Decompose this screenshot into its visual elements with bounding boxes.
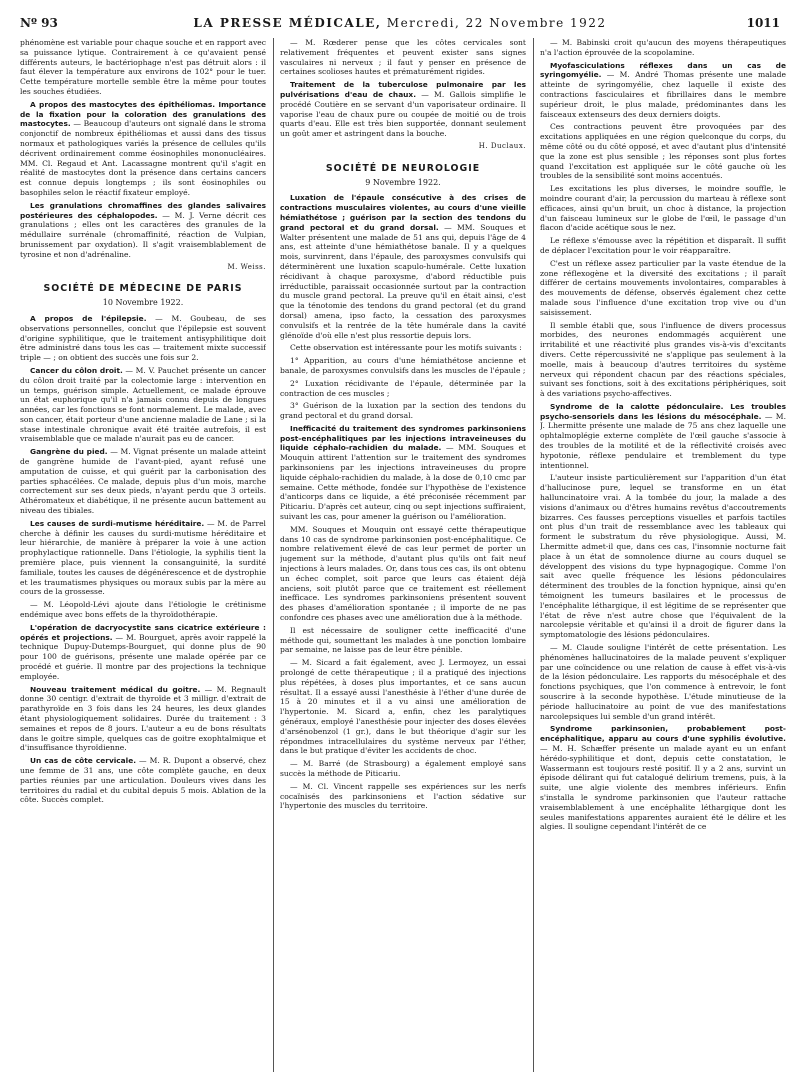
paragraph	[540, 61, 786, 120]
paragraph	[20, 201, 266, 260]
article-body: — MM. Souques et Mouquin attirent l'attention sur le traitement des syndromes parkinsoniens par les injections intraveineuses du propre liquide céphalo-rachidien du malade, à la dose de 0,10 cmc par semaine. Cette méthode, fondée sur l'hypothèse de l'existence d'anticorps dans ce liquide, a été préconisée récemment par Piticariu. D'après cet auteur, cinq ou sept injections suffiraient, suivant les cas, pour amener la guérison ou l'amélioration.	[280, 443, 526, 522]
section-date: 9 Novembre 1922.	[365, 177, 441, 187]
article-body: — Beaucoup d'auteurs ont signalé dans le stroma conjonctif de nombreux épithéliomas et aussi dans des tissus normaux et pathologiques variés la présence de cellules qu'ils décrivent ordinairement comme éosinophiles mononucléaires. MM. Cl. Regaud et Ant. Lacassagne montrent qu'il s'agit en réalité de mastocytes dont la présence dans certains cancers est connue depuis longtemps ; ils sont éosinophiles ou basophiles selon le réactif fixateur employé.	[20, 119, 266, 197]
paragraph: 1° Apparition, au cours d'une hémiathétose ancienne et banale, de paroxysmes convulsifs dans les muscles de l'épaule ;	[280, 356, 526, 375]
signature: H. Duclaux.	[478, 141, 526, 150]
paragraph	[20, 314, 266, 363]
paragraph: — M. Cl. Vincent rappelle ses expériences sur les nerfs cocaïnisés des parkinsoniens et l'action sédative sur l'hypertonie des muscles du territoire.	[280, 781, 526, 811]
journal-name: LA PRESSE MÉDICALE,	[193, 16, 382, 30]
article-body: — M. Regnault donne 30 centigr. d'extrait de thyroïde et 3 milligr. d'extrait de parathyroïde en 3 fois dans les 24 heures, les deux glandes étant physiologiquement solidaires. Durée du traitement : 3 semaines et repos de 8 jours. L'auteur a eu de bons résultats dans le goitre simple, quelques cas de goitre exophtalmique et d'insuffisance thyroïdienne.	[20, 684, 266, 753]
paragraph	[20, 100, 266, 198]
article-title: Myofasciculations réflexes dans un cas de syringomyélie.	[540, 60, 786, 80]
article-title: Inefficacité du traitement des syndromes parkinsoniens post-encéphalitiques par les injections intraveineuses du liquide céphalo-rachidien du malade.	[280, 423, 526, 453]
paragraph: — M. Barré (de Strasbourg) a également employé sans succès la méthode de Piticariu.	[280, 759, 526, 778]
article-body: — M. Vignat présente un malade atteint de gangrène humide de l'avant-pied, ayant refusé une amputation de cuisse, et qui guérit par la carbonisation des parties sphacélées. Ce malade, depuis plus d'un mois, marche correctement sur ses deux pieds, n'ayant perdu que 3 orteils. Athéromateux et diabétique, il ne présente aucun battement au niveau des tibiales.	[20, 447, 266, 516]
article-title: Cancer du côlon droit.	[30, 365, 123, 375]
column-divider	[533, 38, 534, 1072]
article-body: — M. Gallois simplifie le procédé Coutière en se servant d'un vaporisateur ordinaire. Il vaporise l'eau de chaux pure ou coupée de moitié ou de trois quarts d'eau. Elle est très bien supportée, donnant seulement un goût amer et astringent dans la bouche.	[280, 89, 526, 139]
issue-date: Mercredi, 22 Novembre 1922	[386, 16, 607, 30]
column-3	[540, 38, 786, 1074]
paragraph	[20, 447, 266, 516]
page-number: 1011	[746, 16, 780, 30]
paragraph: — M. Léopold-Lévi ajoute dans l'étiologie le crétinisme endémique avec bons effets de la thyroïdothérapie.	[20, 600, 266, 620]
page-header	[20, 12, 780, 34]
paragraph: — M. Claude souligne l'intérêt de cette présentation. Les phénomènes hallucinatoires de la malade peuvent s'expliquer par une coïncidence ou une relation de cause à effet vis-à-vis de la lésion pédonculaire. Les rapports du mésocéphale et des fonctions psychiques, que l'on commence à entrevoir, le font souscrire à la seconde hypothèse. L'étude minutieuse de la période hallucinatoire au point de vue des manifestations narcolepsiques lui semble d'un grand intérêt.	[540, 643, 786, 721]
paragraph: 3° Guérison de la luxation par la section des tendons du grand pectoral et du grand dorsal.	[280, 401, 526, 421]
issue-number: Nº 93	[20, 16, 58, 30]
paragraph: Ces contractions peuvent être provoquées par des excitations appliquées en une région quelconque du corps, du même côté ou du côté opposé, et avec d'autant plus d'intensité que la zone est plus sensible ; les réponses sont plus fortes quand l'excitation est appliquée sur le côté gauche où les troubles de la sensibilité sont moins accentués.	[540, 122, 786, 181]
article-body: — MM. Souques et Walter présentent une malade de 51 ans qui, depuis l'âge de 4 ans, est atteinte d'une hémiathétose banale. Il y a quelques mois, survinrent, dans l'épaule, des paroxysmes convulsifs qui déterminèrent une luxation scapulo-humérale. Cette luxation récidivant à chaque paroxysme, d'abord réductible puis irréductible, paraissait occasionnée surtout par la contraction du muscle grand pectoral. La preuve qu'il en était ainsi, c'est que la ténotomie des tendons du grand pectoral (et du grand dorsal) amena, ipso facto, la cessation des paroxysmes convulsifs et la rentrée de la tête humérale dans la cavité glénoïde d'où elle n'est plus ressortie depuis lors.	[280, 222, 526, 340]
paragraph: — M. Rœderer pense que les côtes cervicales sont relativement fréquentes et peuvent exister sans signes vasculaires ni nerveux ; il faut y penser en présence de certaines scolioses hautes et prématurément rigides.	[280, 38, 526, 77]
signature: M. Weiss.	[227, 262, 266, 271]
paragraph	[20, 519, 266, 597]
article-body: — M. Bourguet, après avoir rappelé la technique Dupuy-Dutemps-Bourguet, qui donne plus de 90 pour 100 de guérisons, présente une malade opérée par ce procédé et guérie. Il montre par des projections la technique employée.	[20, 632, 266, 681]
section-heading: SOCIÉTÉ DE MÉDECINE DE PARIS	[43, 283, 243, 295]
article-title: Syndrome de la calotte pédonculaire. Les troubles psycho-sensoriels dans les lésions du mésocéphale.	[540, 401, 786, 421]
paragraph	[20, 366, 266, 444]
paragraph: C'est un réflexe assez particulier par la vaste étendue de la zone réflexogène et la diversité des excitations ; il paraît différer de certains mouvements involontaires, comparables à des mouvements de défense, observés également chez cette malade sous l'influence d'une excitation trop vive ou d'un saisissement.	[540, 258, 786, 317]
paragraph: L'auteur insiste particulièrement sur l'apparition d'un état d'hallucinose pure, lequel se transforme en un état halluncinatoire vrai. A la tombée du jour, la malade a des visions d'animaux ou d'êtres humains revêtus d'accoutrements bizarres. Ces fausses perceptions visuelles et parfois tactiles ont plus d'un trait de ressemblance avec les tableaux qui forment le substratum du rêve physiologique. Aussi, M. Lhermitte admet-il que, dans ces cas, l'insomnie nocturne fait place à un état de somnolence diurne au cours duquel se développent des visions du type hypnagogique. Comme l'on sait avec quelle fréquence les lésions pédonculaires déterminent des troubles de la fonction hypnique, ainsi qu'en témoignent les tumeurs basilaires et le processus de l'encéphalite léthargique, il est légitime de se représenter que l'état de rêve n'est autre chose que l'équivalent de la narcolepsie véritable et qu'ainsi il a droit de figurer dans la symptomatologie des lésions pédonculaires.	[540, 473, 786, 640]
paragraph	[20, 623, 266, 682]
article-title: A propos des mastocytes des épithéliomas. Importance de la fixation pour la coloration des granulations des mastocytes.	[20, 99, 266, 129]
article-body: — M. H. Schæffer présente un malade ayant eu un enfant hérédo-syphilitique et dont, depuis cette constatation, le Wassermann est toujours resté positif. Il y a 2 ans, survint un épisode délirant qui fut catalogué delirium tremens, puis, à la suite, une algie violente des membres inférieurs. Enfin s'installa le syndrome parkinsonien que l'auteur rattache vraisemblablement à une encéphalite léthargique dont les seules manifestations apparentes auraient été le délire et les algies. Il souligne cependant l'intérêt de ce	[540, 743, 786, 832]
paragraph	[20, 685, 266, 754]
article-title: Traitement de la tuberculose pulmonaire par les pulvérisations d'eau de chaux.	[280, 80, 526, 99]
paragraph	[280, 80, 526, 139]
paragraph: Le réflexe s'émousse avec la répétition et disparaît. Il suffit de déplacer l'excitation pour le voir réapparaître.	[540, 236, 786, 255]
paragraph: Cette observation est intéressante pour les motifs suivants :	[290, 343, 522, 353]
paragraph: — M. Babinski croit qu'aucun des moyens thérapeutiques n'a l'action éprouvée de la scopolamine.	[540, 38, 786, 57]
article-body: — M. V. Pauchet présente un cancer du côlon droit traité par la colectomie large : intervention en un temps, guérison simple. Actuellement, ce malade éprouve un état euphorique qu'il n'a jamais connu depuis de longues années, car les fonctions se font normalement. Le malade, avec son cancer, était porteur d'une ancienne maladie de Lane ; si la stase intestinale chronique avait été traitée autrefois, il est vraisemblable que ce malade n'aurait pas eu de cancer.	[20, 365, 266, 444]
article-body: — M. de Parrel cherche à définir les causes du surdi-mutisme héréditaire et leur hiérarchie, de manière à préparer la voie à une action prophylactique rationnelle. Dans l'étiologie, la syphilis tient la première place, puis viennent la consanguinité, la surdité familiale, toutes les causes de dégénérescence et de dystrophie et les traumatismes physiques ou moraux subis par la mère au cours de la grossesse.	[20, 518, 266, 597]
article-title: Luxation de l'épaule consécutive à des crises de contractions musculaires violentes, au cours d'une vieille hémiathétose ; guérison par la section des tendons du grand pectoral et du grand dorsal.	[280, 193, 526, 232]
section-date: 10 Novembre 1922.	[102, 298, 184, 308]
article-body: — M. J. Verne décrit ces granulations ; elles ont les caractères des granules de la médullaire surrénale (chromaffinité, réaction de Vulpian, brunissement par oxydation). Il s'agit vraisemblablement de tyrosine et non d'adrénaline.	[20, 210, 266, 259]
paragraph	[20, 756, 266, 805]
paragraph: Il est nécessaire de souligner cette inefficacité d'une méthode qui, soumettant les malades à une ponction lombaire par semaine, ne laisse pas de leur être pénible.	[280, 625, 526, 655]
article-title: Nouveau traitement médical du goitre.	[30, 684, 201, 694]
paragraph: MM. Souques et Mouquin ont essayé cette thérapeutique dans 10 cas de syndrome parkinsonien post-encéphalitique. Ce nombre relativement élevé de cas leur permet de porter un jugement sur la méthode, d'autant plus qu'ils ont fait neuf injections à leurs malades. Or, dans tous ces cas, ils ont obtenu un échec complet, soit parce que leurs cas étaient déjà anciens, soit plutôt parce que ce traitement est réellement inefficace. Les syndromes parkinsoniens présentent souvent des phases d'amélioration spontanée ; il importe de ne pas confondre ces phases avec une amélioration due à la méthode.	[280, 524, 526, 623]
article-body: — M. André Thomas présente une malade atteinte de syringomyélie, chez laquelle il existe des contractions fasciculaires et fibrillaires dans le membre supérieur droit, le plus malade, prédominantes dans les faisceaux extenseurs des deux derniers doigts.	[540, 70, 786, 119]
paragraph: — M. Sicard a fait également, avec J. Lermoyez, un essai prolongé de cette thérapeutique ; il a pratiqué des injections plus répétées, à doses plus importantes, et ce sans aucun résultat. Il a essayé aussi l'anesthésie à l'éther d'une durée de 15 à 20 minutes et il a vu ainsi une amélioration de l'hypertonie. M. Sicard a, enfin, chez les paralytiques généraux, employé l'anesthésie pour injecter des doses élevées d'arsénobenzol (1 gr.), dans le but théorique d'agir sur les répondmes intracellulaires du système nerveux par l'éther, dans le but pratique d'éviter les accidents de choc.	[280, 658, 526, 756]
section-heading: SOCIÉTÉ DE NEUROLOGIE	[325, 162, 481, 174]
paragraph: Les excitations les plus diverses, le moindre souffle, le moindre courant d'air, la percussion du marteau à réflexe sont efficaces, ainsi qu'un bruit, un choc à distance, la projection d'un faisceau lumineux sur le globe de l'œil, le passage d'un flacon d'acide acétique sous le nez.	[540, 184, 786, 233]
article-body: — M. J. Lhermitte présente une malade de 75 ans chez laquelle une ophtalmoplégie externe complète de l'œil gauche s'associe à des troubles de la motilité et de la réflectivité croisés avec hypotonie, réflexe pendulaire et tremblement du type intentionnel.	[540, 411, 786, 470]
column-1	[20, 38, 266, 1074]
article-title: L'opération de dacryocystite sans cicatrice extérieure : opérés et projections.	[20, 622, 266, 642]
article-title: Gangrène du pied.	[30, 447, 108, 457]
article-body: — M. R. Dupont a observé, chez une femme de 31 ans, une côte complète gauche, en deux parties réunies par une articulation. Douleurs vives dans les territoires du radial et du cubital depuis 5 mois. Ablation de la côte. Succès complet.	[20, 756, 266, 805]
column-divider	[273, 38, 274, 1072]
article-body: — M. Goubeau, de ses observations personnelles, conclut que l'épilepsie est souvent d'origine syphilitique, que le traitement antisyphilitique doit être administré dans tous les cas — traitement mixte successif triple — ; on obtient des succès une fois sur 2.	[20, 313, 266, 363]
journal-title	[20, 16, 780, 30]
paragraph: 2° Luxation récidivante de l'épaule, déterminée par la contraction de ces muscles ;	[280, 378, 526, 398]
article-title: Les causes de surdi-mutisme héréditaire.	[30, 518, 205, 528]
article-title: Syndrome parkinsonien, probablement post-encéphalitique, apparu au cours d'une syphilis évolutive.	[540, 724, 786, 744]
article-title: Les granulations chromaffines des glandes salivaires postérieures des céphalopodes.	[20, 200, 266, 220]
paragraph	[540, 724, 786, 832]
paragraph: phénomène est variable pour chaque souche et en rapport avec sa puissance lytique. Contrairement à ce qu'avaient pensé différents auteurs, le bactériophage n'est pas détruit alors : il faut élever la température aux environs de 102° pour le tuer. Cette température mortelle semble être la même pour toutes les souches étudiées.	[20, 38, 266, 96]
paragraph	[280, 193, 526, 340]
column-2	[280, 38, 526, 1074]
paragraph: Il semble établi que, sous l'influence de divers processus morbides, des neurones endommagés acquièrent une irritabilité et une réactivité plus grandes vis-à-vis d'excitants divers. Cette répercussivité ne s'applique pas seulement à la moelle, mais à beaucoup d'autres territoires du système nerveux qui répondent chacun par des réactions spéciales, suivant ses fonctions, soit à des excitations périphériques, soit à des variations psycho-affectives.	[540, 320, 786, 399]
paragraph	[280, 424, 526, 522]
article-title: Un cas de côte cervicale.	[30, 756, 137, 766]
paragraph	[540, 402, 786, 471]
article-title: A propos de l'épilepsie.	[30, 313, 147, 323]
